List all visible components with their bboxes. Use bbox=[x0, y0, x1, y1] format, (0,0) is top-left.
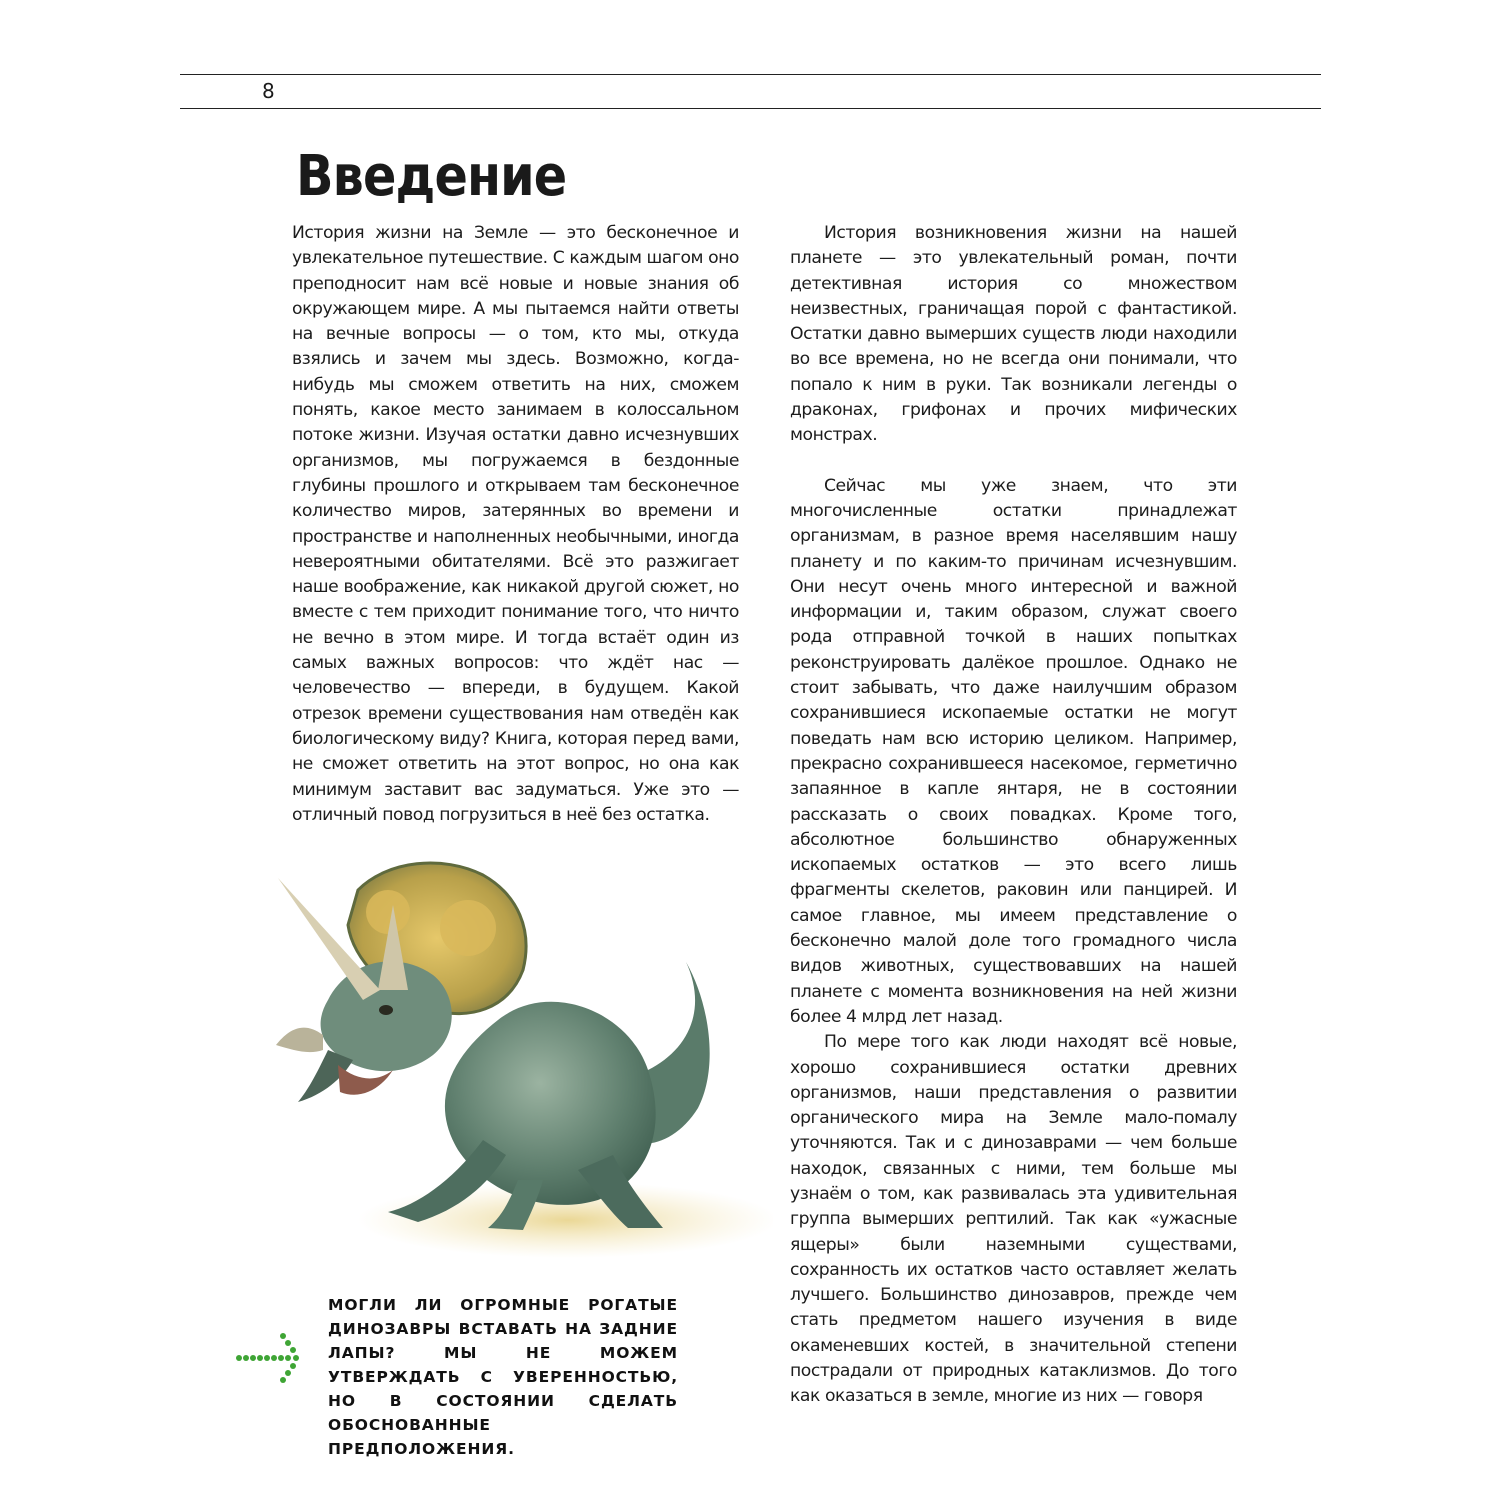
illustration-caption: МОГЛИ ЛИ ОГРОМНЫЕ РОГАТЫЕ ДИНОЗАВРЫ ВСТАВАТЬ НА ЗАДНИЕ ЛАПЫ? МЫ НЕ МОЖЕМ УТВЕРЖДАТЬ С УВЕРЕННОСТЬЮ, НО В СОСТОЯНИИ СДЕЛАТЬ ОБОСНОВАННЫЕ ПРЕДПОЛОЖЕНИЯ. bbox=[328, 1296, 678, 1458]
paragraph-dinosaur-knowledge: По мере того как люди находят всё новые, хорошо сохранившиеся остатки древних организмов, наши представления о развитии органического мира на Земле мало-помалу уточняются. Так и с динозаврами — чем больше находок, связанных с ними, тем больше мы узнаём о том, как развивалась эта удивительная группа вымерших рептилий. Так как «ужасные ящеры» были наземными существами, сохранность их остатков часто оставляет желать лучшего. Большинство динозавров, прежде чем стать предметом нашего изучения в виде окаменевших костей, в значительной степени пострадали от природных катаклизмов. До того как оказаться в земле, многие из них — говоря bbox=[790, 1032, 1237, 1407]
dotted-arrow-right-icon bbox=[233, 1330, 303, 1386]
right-column bbox=[790, 221, 1237, 1410]
paragraph-fossil-remains: Сейчас мы уже знаем, что эти многочисленные остатки принадлежат организмам, в разное время населявшим нашу планету и по каким-то причинам исчезнувшим. Они несут очень много интересной и важной информации и, таким образом, служат своего рода отправной точкой в наших попытках реконструировать далёкое прошлое. Однако не стоит забывать, что даже наилучшим образом сохранившиеся ископаемые остатки не могут поведать нам всю историю целиком. Например, прекрасно сохранившееся насекомое, герметично запаянное в капле янтаря, не в состоянии рассказать о своих повадках. Кроме того, абсолютное большинство обнаруженных ископаемых остатков — это всего лишь фрагменты скелетов, раковин или панцирей. И самое главное, мы имеем представление о бесконечно малой доле того громадного числа видов животных, существовавших на нашей планете с момента возникновения на ней жизни более 4 млрд лет назад. bbox=[790, 475, 1237, 1027]
intro-paragraph: История жизни на Земле — это бесконечное и увлекательное путешествие. С каждым шагом оно преподносит нам всё новые и новые знания об окружающем мире. А мы пытаемся найти ответы на вечные вопросы — о том, кто мы, откуда взялись и зачем мы здесь. Возможно, когда-нибудь мы сможем ответить на них, сможем понять, какое место занимаем в колоссальном потоке жизни. Изучая остатки давно исчезнувших организмов, мы погружаемся в бездонные глубины прошлого и открываем там бесконечное количество миров, затерянных во времени и пространстве и наполненных необычными, иногда невероятными обитателями. Всё это разжигает наше воображение, как никакой другой сюжет, но вместе с тем приходит понимание того, что ничто не вечно в этом мире. И тогда встаёт один из самых важных вопросов: что ждёт нас — человечество — впереди, в будущем. Какой отрезок времени существования нам отведён как биологическому виду? Книга, которая перед вами, не сможет ответить на этот вопрос, но она как минимум заставит вас задуматься. Уже это — отличный повод погрузиться в неё без остатка. bbox=[292, 223, 739, 825]
header-rule-top bbox=[180, 74, 1321, 75]
header-rule-bottom bbox=[180, 108, 1321, 109]
page-number: 8 bbox=[262, 79, 275, 103]
triceratops-illustration bbox=[268, 850, 773, 1265]
paragraph-history-origin: История возникновения жизни на нашей планете — это увлекательный роман, почти детективная история со множеством неизвестных, граничащая порой с фантастикой. Остатки давно вымерших существ люди находили во все времена, но не всегда они понимали, что попало к ним в руки. Так возникали легенды о драконах, грифонах и прочих мифических монстрах. bbox=[790, 223, 1237, 446]
page-title: Введение bbox=[296, 144, 567, 209]
left-column bbox=[292, 221, 739, 828]
